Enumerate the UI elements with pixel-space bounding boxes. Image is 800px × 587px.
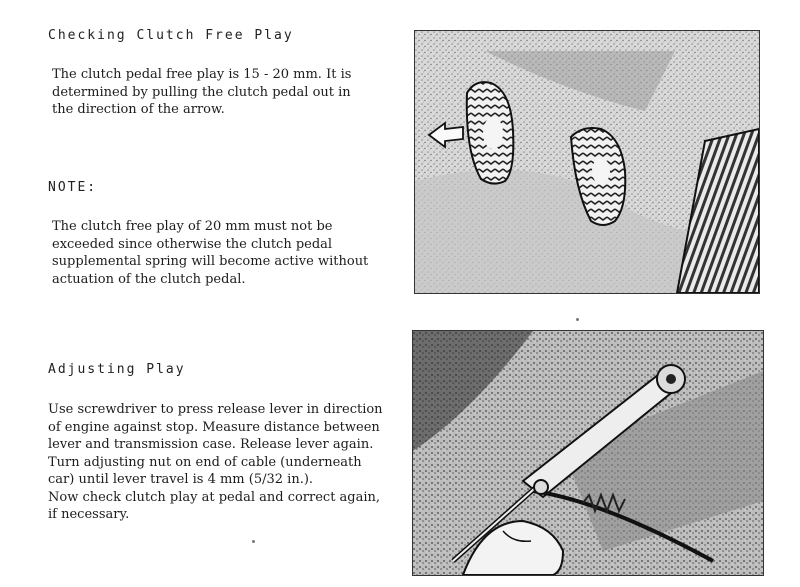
paragraph-adjusting-play (48, 401, 383, 524)
text-line: supplemental spring will become active without (52, 254, 369, 269)
heading-adjusting-play: Adjusting Play (48, 362, 186, 377)
scan-speck (252, 540, 255, 543)
text-line: Now check clutch play at pedal and correct again, (48, 489, 381, 505)
text-line: Turn adjusting nut on end of cable (underneath (48, 454, 362, 470)
heading-checking-clutch-free-play: Checking Clutch Free Play (48, 28, 294, 43)
adjusting-nut-illustration (413, 331, 763, 575)
text-line: exceeded since otherwise the clutch pedal (52, 236, 333, 252)
paragraph-note (52, 218, 368, 288)
text-line: determined by pulling the clutch pedal out in (52, 84, 351, 100)
text-line: the direction of the arrow. (52, 102, 225, 117)
text-line: The clutch free play of 20 mm must not be (52, 219, 333, 234)
text-line: if necessary. (48, 507, 130, 522)
text-line: of engine against stop. Measure distance between (48, 419, 380, 435)
text-line: lever and transmission case. Release lever again. (48, 437, 374, 452)
adjusting-nut-photo (412, 330, 764, 576)
heading-note: NOTE: (48, 180, 98, 195)
scan-speck (576, 318, 579, 321)
clutch-pedal-illustration (415, 31, 759, 293)
text-line: car) until lever travel is 4 mm (5/32 in.). (48, 472, 314, 487)
text-line: actuation of the clutch pedal. (52, 271, 246, 287)
adjusting-nut (534, 480, 548, 494)
text-line: Use screwdriver to press release lever in direction (48, 402, 383, 417)
clutch-pedal-photo (414, 30, 760, 294)
paragraph-free-play (52, 66, 351, 119)
text-line: The clutch pedal free play is 15 - 20 mm. It is (52, 67, 352, 82)
